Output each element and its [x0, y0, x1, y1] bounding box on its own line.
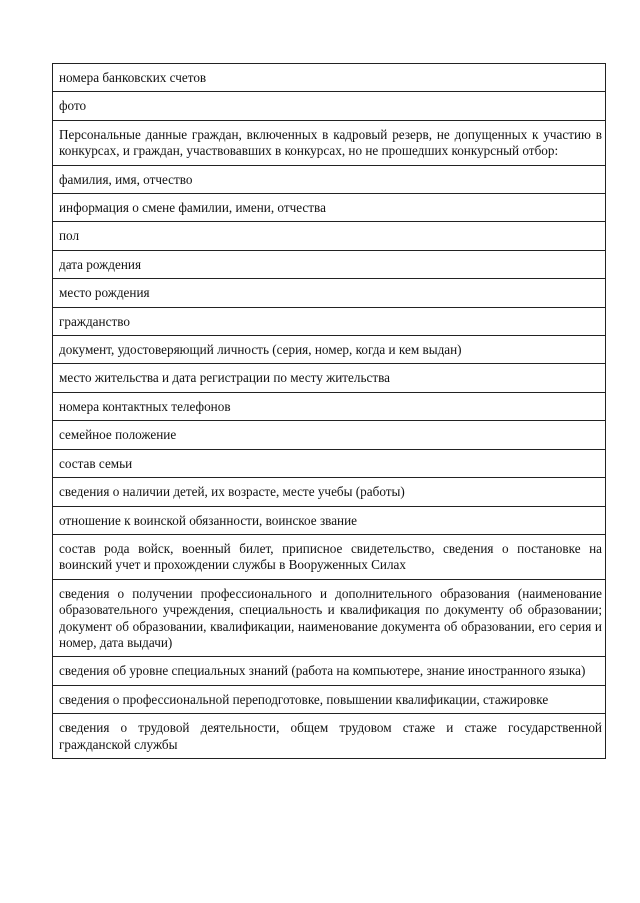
table-row: сведения о трудовой деятельности, общем трудовом стаже и стаже государственной гражданской службы: [53, 714, 605, 759]
table-row: сведения о наличии детей, их возрасте, месте учебы (работы): [53, 478, 605, 506]
table-row: сведения об уровне специальных знаний (работа на компьютере, знание иностранного языка): [53, 657, 605, 685]
table-row: дата рождения: [53, 251, 605, 279]
table-row: место рождения: [53, 279, 605, 307]
table-row: сведения о получении профессионального и дополнительного образования (наименование образовательного учреждения, специальность и квалификация по документу об образовании; документ об образовании, квалификации, наименование документа об образовании, его серия и номер, дата выдачи): [53, 580, 605, 658]
table-row: гражданство: [53, 308, 605, 336]
table-row: место жительства и дата регистрации по месту жительства: [53, 364, 605, 392]
table-row: отношение к воинской обязанности, воинское звание: [53, 507, 605, 535]
personal-data-table: [52, 63, 606, 759]
table-row: состав рода войск, военный билет, приписное свидетельство, сведения о постановке на воинский учет и прохождении службы в Вооруженных Силах: [53, 535, 605, 580]
table-row: фото: [53, 92, 605, 120]
table-row: состав семьи: [53, 450, 605, 478]
table-row: документ, удостоверяющий личность (серия, номер, когда и кем выдан): [53, 336, 605, 364]
table-row: сведения о профессиональной переподготовке, повышении квалификации, стажировке: [53, 686, 605, 714]
section-heading-row: Персональные данные граждан, включенных в кадровый резерв, не допущенных к участию в конкурсах, и граждан, участвовавших в конкурсах, но не прошедших конкурсный отбор:: [53, 121, 605, 166]
table-row: информация о смене фамилии, имени, отчества: [53, 194, 605, 222]
table-row: номера банковских счетов: [53, 64, 605, 92]
table-row: семейное положение: [53, 421, 605, 449]
table-row: пол: [53, 222, 605, 250]
table-row: номера контактных телефонов: [53, 393, 605, 421]
table-row: фамилия, имя, отчество: [53, 166, 605, 194]
